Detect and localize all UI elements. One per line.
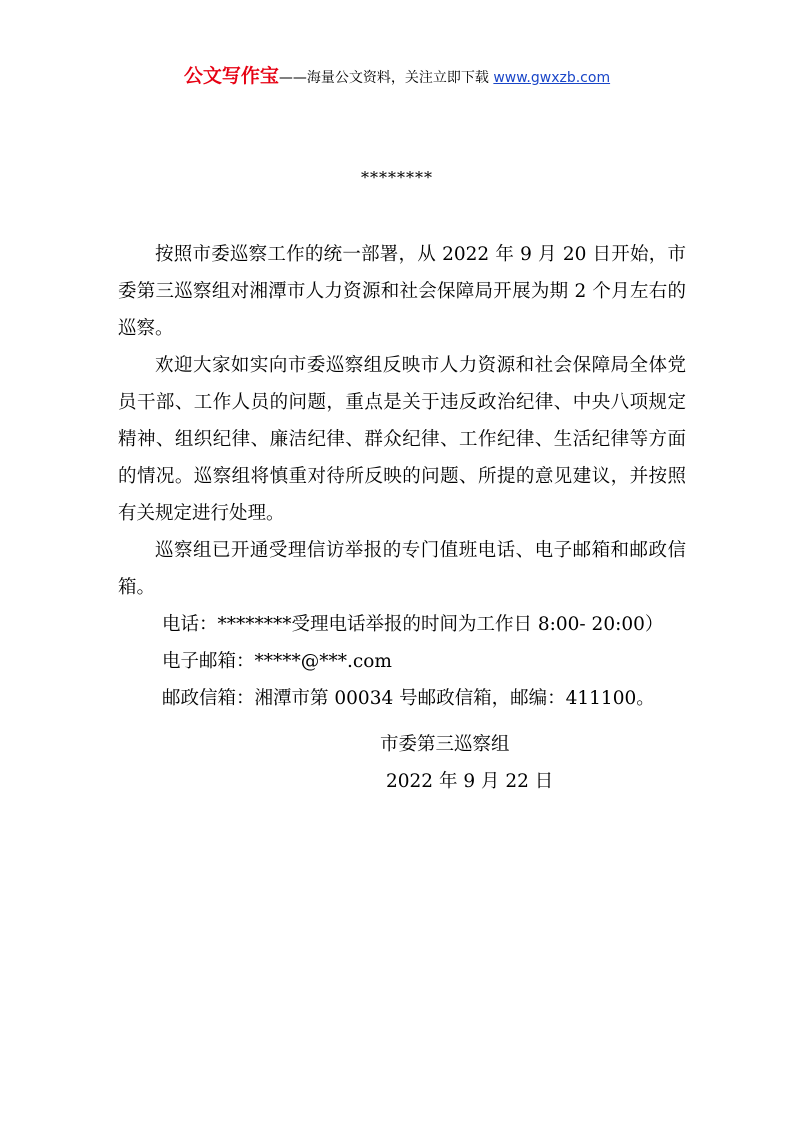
header-slogan: ——海量公文资料，关注立即下载	[278, 70, 489, 86]
contact-postal: 邮政信箱：湘潭市第 00034 号邮政信箱，邮编：411100。	[162, 688, 655, 709]
brand-name: 公文写作宝	[183, 65, 279, 87]
notice-body	[118, 236, 686, 717]
page-header	[0, 64, 794, 90]
paragraph-inspection-schedule: 按照市委巡察工作的统一部署，从 2022 年 9 月 20 日开始，市委第三巡察组对湘潭市人力资源和社会保障局开展为期 2 个月左右的巡察。	[118, 244, 686, 339]
paragraph-reporting-scope: 欢迎大家如实向市委巡察组反映市人力资源和社会保障局全体党员干部、工作人员的问题，重点是关于违反政治纪律、中央八项规定精神、组织纪律、廉洁纪律、群众纪律、工作纪律、生活纪律等方面的情况。巡察组将慎重对待所反映的问题、所提的意见建议，并按照有关规定进行处理。	[118, 355, 686, 524]
signature-date: 2022 年 9 月 22 日	[386, 771, 554, 792]
masked-title: ********	[361, 168, 433, 187]
contact-email: 电子邮箱：*****@***.com	[162, 651, 392, 672]
website-link[interactable]: www.gwxzb.com	[493, 70, 611, 86]
paragraph-reporting-channels: 巡察组已开通受理信访举报的专门值班电话、电子邮箱和邮政信箱。	[118, 540, 686, 598]
signature-org: 市委第三巡察组	[380, 734, 510, 755]
contact-phone: 电话：********受理电话举报的时间为工作日 8:00- 20:00）	[162, 614, 664, 635]
